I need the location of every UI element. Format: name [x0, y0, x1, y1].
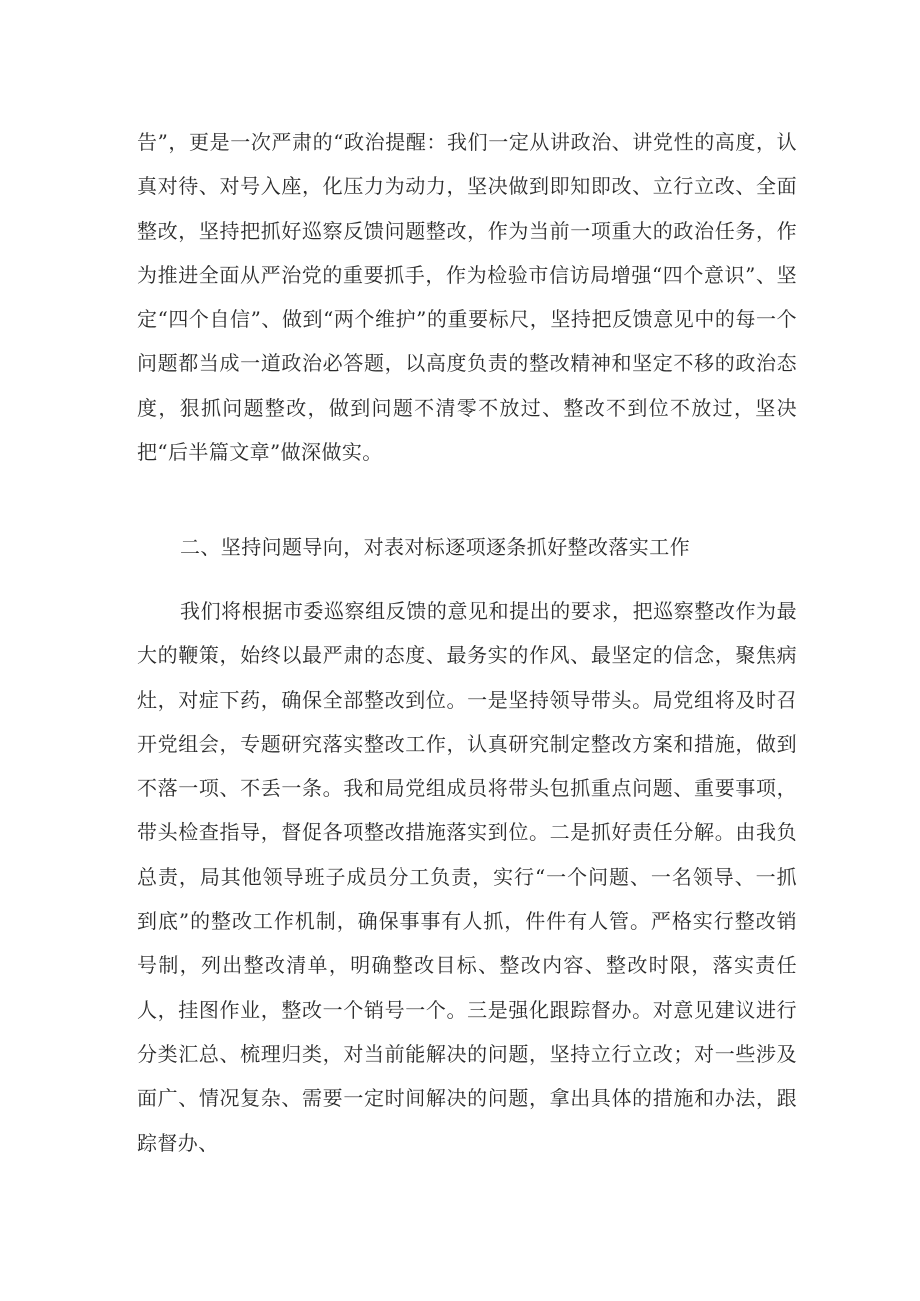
- body-paragraph-section-2: 我们将根据市委巡察组反馈的意见和提出的要求，把巡察整改作为最大的鞭策，始终以最严肃的态度、最务实的作风、最坚定的信念，聚焦病灶，对症下药，确保全部整改到位。一是坚持领导带头。局党组将及时召开党组会，专题研究落实整改工作，认真研究制定整改方案和措施，做到不落一项、不丢一条。我和局党组成员将带头包抓重点问题、重要事项，带头检查指导，督促各项整改措施落实到位。二是抓好责任分解。由我负总责，局其他领导班子成员分工负责，实行“一个问题、一名领导、一抓到底”的整改工作机制，确保事事有人抓，件件有人管。严格实行整改销号制，列出整改清单，明确整改目标、整改内容、整改时限，落实责任人，挂图作业，整改一个销号一个。三是强化跟踪督办。对意见建议进行分类汇总、梳理归类，对当前能解决的问题，坚持立行立改；对一些涉及面广、情况复杂、需要一定时间解决的问题，拿出具体的措施和办法，跟踪督办、: [137, 599, 797, 1155]
- section-heading-2: 二、坚持问题导向，对表对标逐项逐条抓好整改落实工作: [180, 535, 690, 559]
- body-paragraph-continuation: 告”，更是一次严肃的“政治提醒：我们一定从讲政治、讲党性的高度，认真对待、对号入座，化压力为动力，坚决做到即知即改、立行立改、全面整改，坚持把抓好巡察反馈问题整改，作为当前一项重大的政治任务，作为推进全面从严治党的重要抓手，作为检验市信访局增强“四个意识”、坚定“四个自信”、做到“两个维护”的重要标尺，坚持把反馈意见中的每一个问题都当成一道政治必答题，以高度负责的整改精神和坚定不移的政治态度，狠抓问题整改，做到问题不清零不放过、整改不到位不放过，坚决把“后半篇文章”做深做实。: [137, 130, 797, 465]
